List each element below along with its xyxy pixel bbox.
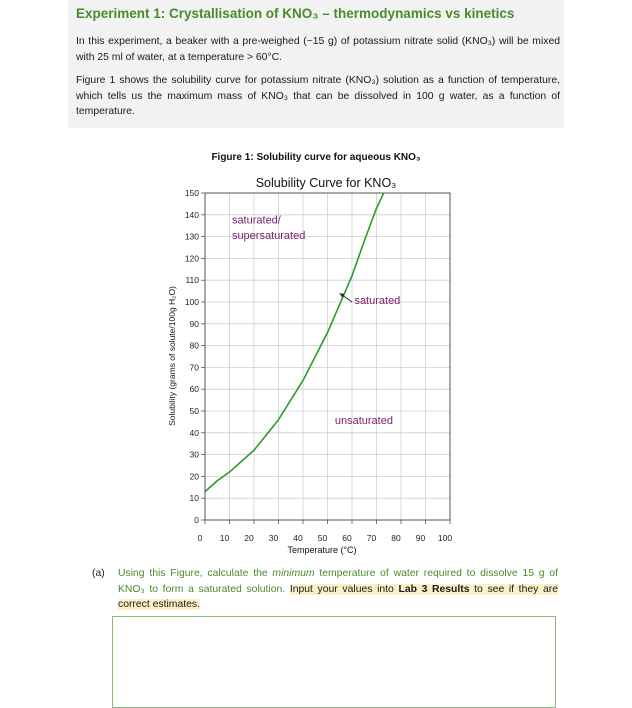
question-emphasis: minimum	[272, 568, 315, 579]
y-tick-label: 90	[189, 318, 199, 329]
y-tick-label: 40	[189, 427, 199, 438]
x-tick-label: 50	[317, 533, 328, 543]
chart-annotation: supersaturated	[231, 229, 306, 242]
x-tick-label: 20	[244, 533, 254, 543]
intro-paragraph-2: Figure 1 shows the solubility curve for potassium nitrate (KNO₃) solution as a function of temperature, which tells us the maximum mass of KNO₃ that can be dissolved in 100 g water, as a function of temperature.	[76, 75, 560, 117]
x-tick-label: 30	[268, 533, 279, 543]
question-text-2: temperature of water required to dissolve 15 g of KNO₃ to form a saturated solution.	[118, 568, 558, 595]
y-tick-label: 120	[184, 253, 199, 264]
x-tick-label: 70	[366, 533, 377, 543]
y-tick-label: 0	[194, 515, 199, 525]
answer-box[interactable]	[112, 616, 556, 708]
x-axis-label: Temperature (°C)	[287, 545, 357, 555]
chart-title: Solubility Curve for KNO₃	[255, 176, 397, 190]
y-tick-label: 70	[189, 362, 199, 373]
y-tick-label: 140	[184, 209, 199, 220]
y-tick-label: 150	[184, 188, 199, 198]
y-tick-label: 30	[189, 449, 199, 460]
y-tick-label: 60	[189, 384, 199, 395]
question-label: (a)	[92, 568, 105, 579]
question-text-1: Using this Figure, calculate the	[118, 568, 273, 579]
question-instruction-end: to see if they are correct estimates.	[118, 583, 558, 610]
lab-results-link[interactable]: Lab 3 Results	[398, 583, 470, 595]
y-tick-label: 110	[185, 275, 199, 286]
page-title: Experiment 1: Crystallisation of KNO₃ – thermodynamics vs kinetics	[76, 6, 515, 21]
intro-paragraph-1: In this experiment, a beaker with a pre-weighed (~15 g) of potassium nitrate solid (KNO₃) will be mixed with 25 ml of water, at a temperature > 60°C.	[76, 36, 560, 63]
y-tick-label: 80	[189, 340, 199, 351]
x-tick-label: 10	[219, 533, 230, 543]
x-tick-label: 40	[293, 533, 303, 543]
y-tick-label: 20	[189, 471, 199, 482]
x-tick-label: 60	[342, 533, 352, 543]
question-a	[92, 566, 558, 613]
y-tick-label: 100	[184, 297, 199, 307]
x-tick-label: 90	[415, 533, 426, 543]
question-instruction: Input your values into	[289, 583, 399, 595]
y-tick-label: 10	[189, 493, 199, 504]
chart-annotation: saturated/	[231, 214, 281, 227]
chart-annotation: unsaturated	[334, 415, 393, 428]
y-axis-label: Solubility (grams of solute/100g H₂O)	[167, 286, 177, 426]
x-tick-label: 100	[437, 533, 453, 543]
x-tick-label: 0	[197, 533, 203, 543]
x-tick-label: 80	[391, 533, 401, 543]
figure-caption: Figure 1: Solubility curve for aqueous KNO₃	[211, 152, 421, 163]
chart-annotation: saturated	[354, 295, 401, 308]
y-tick-label: 130	[184, 231, 199, 242]
y-tick-label: 50	[189, 406, 199, 416]
